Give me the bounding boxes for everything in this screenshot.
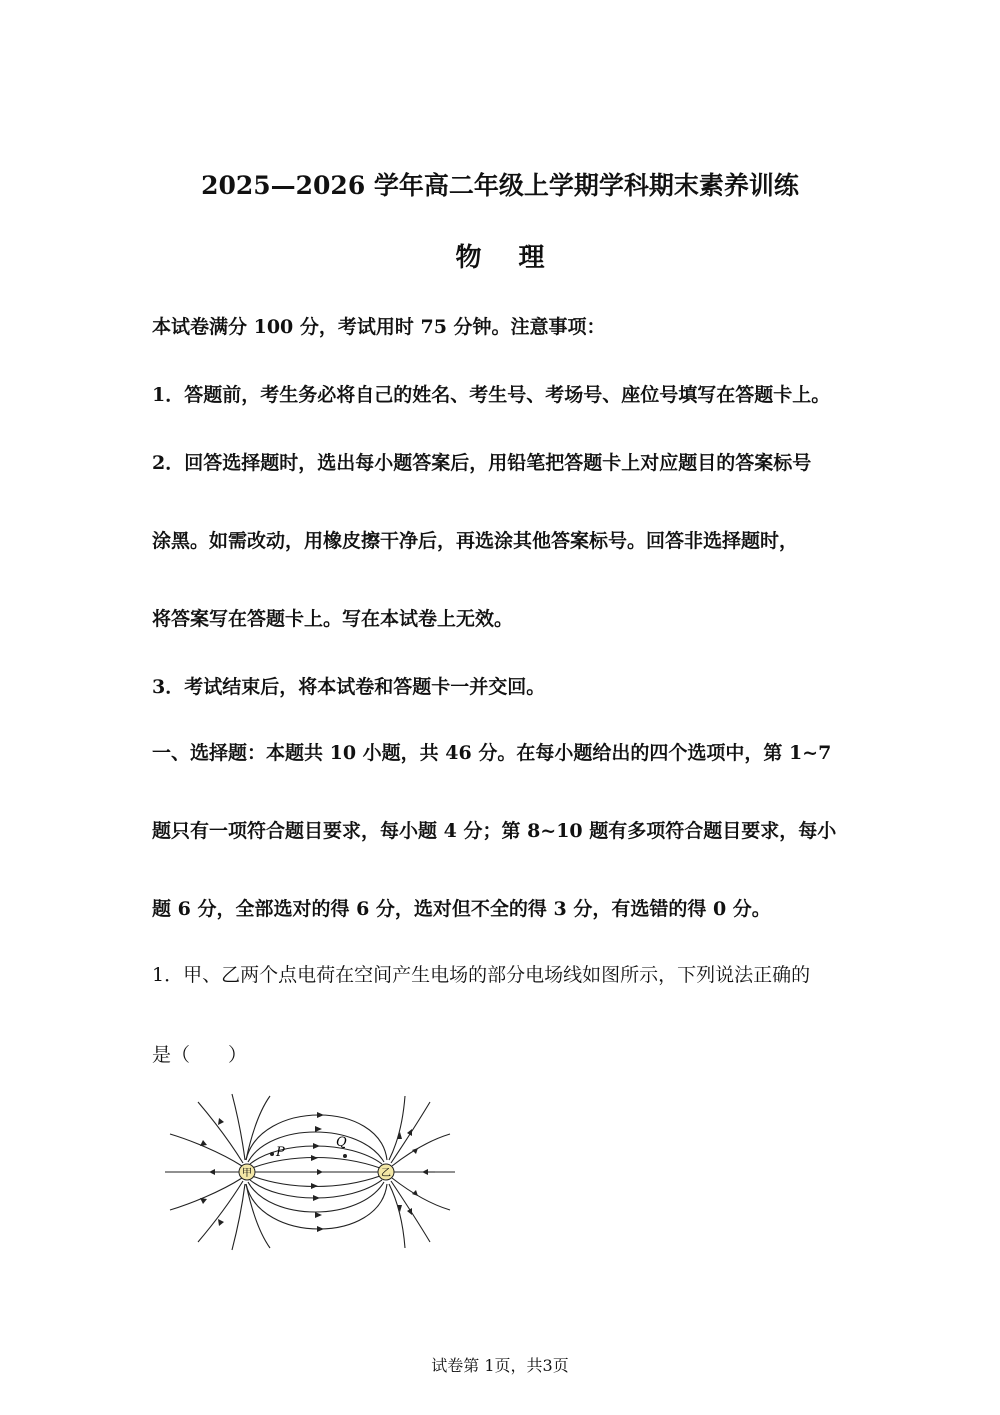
notice-item-2-line-2: 涂黑。如需改动，用橡皮擦干净后，再选涂其他答案标号。回答非选择题时，: [152, 530, 799, 552]
field-line-arc-8: [246, 1184, 387, 1229]
field-line-a-out-3: [232, 1094, 245, 1160]
field-line-arc-4: [246, 1115, 387, 1160]
field-line-arc-6: [250, 1180, 382, 1198]
point-p-dot: [270, 1152, 274, 1156]
subject-title: 物 理: [455, 243, 559, 273]
field-line-a-out-1: [170, 1134, 242, 1166]
point-p-label: P: [276, 1145, 285, 1160]
question-1-line-2: 是（ ）: [152, 1044, 248, 1066]
field-line-b-in-6: [389, 1184, 405, 1248]
notice-item-3: 3．考试结束后，将本试卷和答题卡一并交回。: [152, 676, 546, 698]
page-footer: 试卷第 1页，共3页: [431, 1356, 569, 1375]
point-q-dot: [343, 1154, 347, 1158]
field-line-arc-1: [252, 1158, 380, 1169]
charge-jia-label: 甲: [242, 1168, 252, 1179]
field-line-a-out-6: [232, 1184, 245, 1250]
section-1-line-1: 一、选择题：本题共 10 小题，共 46 分。在每小题给出的四个选项中，第 1~7: [152, 742, 832, 764]
point-q-label: Q: [336, 1135, 347, 1150]
field-line-arc-5: [252, 1176, 380, 1187]
exam-title: 2025—2026 学年高二年级上学期学科期末素养训练: [201, 171, 799, 200]
charge-yi-label: 乙: [381, 1168, 391, 1179]
notice-item-1: 1．答题前，考生务必将自己的姓名、考生号、考场号、座位号填写在答题卡上。: [152, 384, 831, 406]
field-line-a-out-4: [170, 1178, 242, 1210]
notice-item-2-line-3: 将答案写在答题卡上。写在本试卷上无效。: [152, 608, 514, 630]
electric-field-figure: [160, 1092, 460, 1254]
question-1-line-1: 1．甲、乙两个点电荷在空间产生电场的部分电场线如图所示，下列说法正确的: [152, 964, 811, 986]
section-1-line-2: 题只有一项符合题目要求，每小题 4 分；第 8~10 题有多项符合题目要求，每小: [152, 820, 837, 842]
notice-intro: 本试卷满分 100 分，考试用时 75 分钟。注意事项：: [152, 316, 606, 338]
section-1-line-3: 题 6 分，全部选对的得 6 分，选对但不全的得 3 分，有选错的得 0 分。: [152, 898, 771, 920]
field-line-arc-2: [250, 1146, 382, 1164]
notice-item-2-line-1: 2．回答选择题时，选出每小题答案后，用铅笔把答题卡上对应题目的答案标号: [152, 452, 812, 474]
field-line-b-in-5: [389, 1096, 405, 1160]
